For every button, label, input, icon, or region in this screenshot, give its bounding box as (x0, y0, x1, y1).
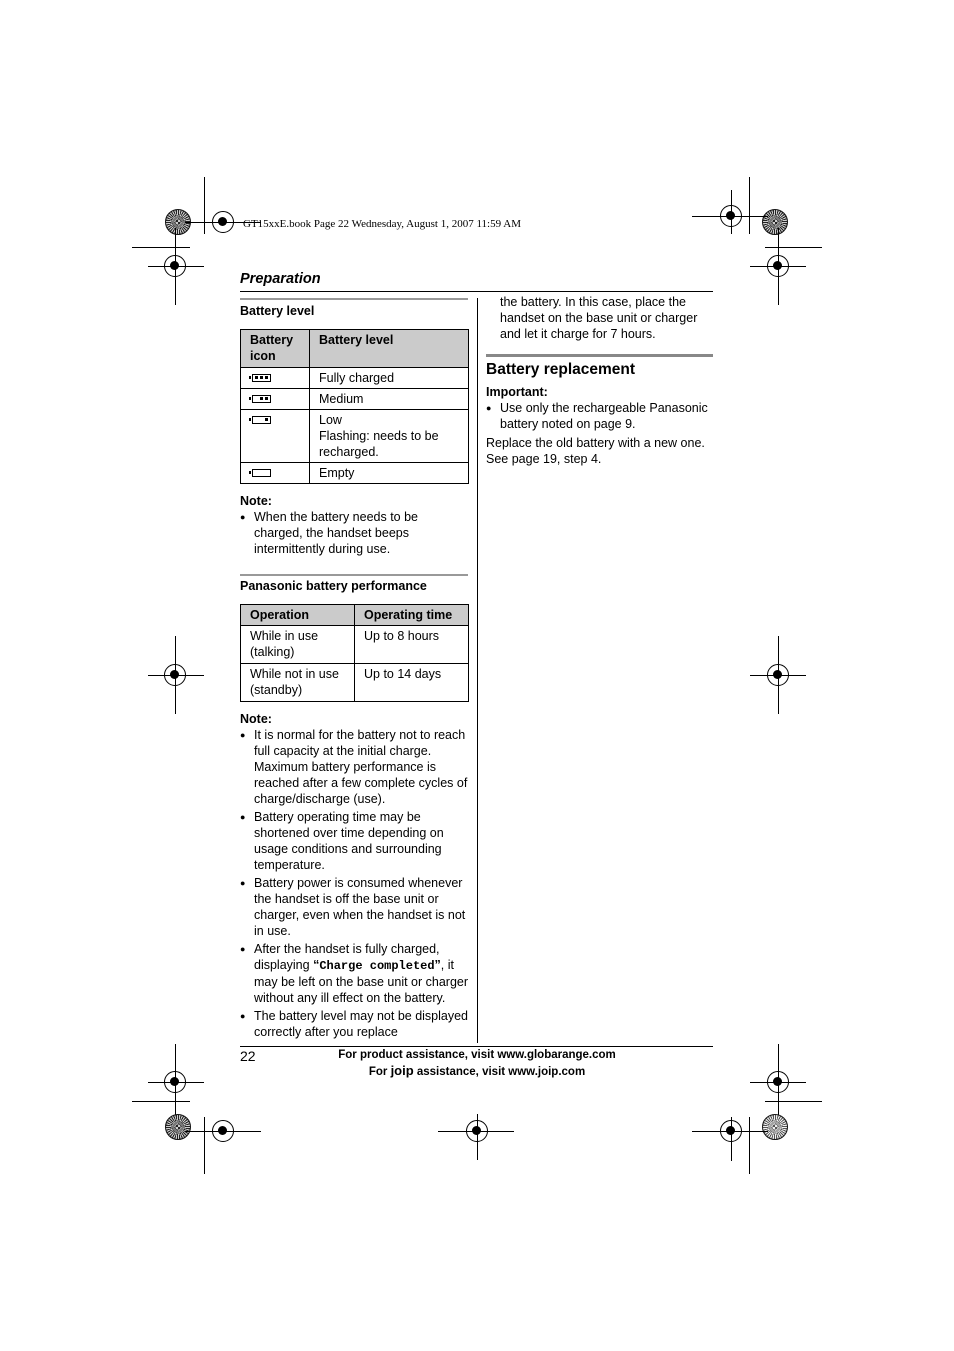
battery-level-detail: Flashing: needs to be (319, 429, 439, 443)
list-item: ● Use only the rechargeable Panasonic battery noted on page 9. (486, 400, 713, 432)
operating-time-cell: Up to 14 days (355, 664, 469, 702)
replace-instructions: Replace the old battery with a new one. See page 19, step 4. (486, 436, 705, 466)
registration-target-icon (164, 664, 186, 686)
list-item (240, 941, 468, 1006)
battery-icon-cell (241, 389, 310, 410)
header-rule (240, 291, 713, 292)
registration-target-icon (720, 1120, 742, 1142)
replacement-heading-rule (486, 354, 713, 357)
battery-low-icon (252, 416, 271, 424)
table-row (241, 626, 469, 664)
list-item-text: After the handset is fully charged, displaying (254, 942, 440, 972)
registration-target-icon (212, 211, 234, 233)
note-list (240, 727, 468, 1040)
battery-medium-icon (252, 395, 271, 403)
section-title: Preparation (240, 271, 321, 287)
list-item-text: , it may be left on the base unit or charger without any ill effect on the battery. (254, 958, 469, 1005)
battery-level-cell: Fully charged (310, 368, 469, 389)
performance-heading: Panasonic battery performance (240, 579, 427, 593)
table-row (241, 410, 469, 463)
registration-target-icon (164, 1071, 186, 1093)
registration-sun-icon (165, 1114, 191, 1140)
joip-logo: joip (390, 1063, 414, 1078)
column-header: Battery icon (241, 330, 310, 368)
left-column (240, 298, 468, 1042)
book-info-line: GT15xxE.book Page 22 Wednesday, August 1, 2007 11:59 AM (243, 218, 521, 230)
list-item: ● Battery power is consumed whenever the handset is off the base unit or charger, even when the handset is not in use. (240, 875, 468, 939)
crop-mark (765, 1101, 822, 1102)
crop-mark (204, 1117, 205, 1174)
footer-line: For product assistance, visit www.globarange.com (338, 1049, 616, 1061)
crop-mark (132, 1101, 190, 1102)
footer-line (300, 1063, 654, 1078)
crop-mark (749, 177, 750, 234)
operation-cell: While in use (talking) (241, 626, 355, 664)
note-list (240, 509, 468, 557)
footer-rule (240, 1046, 713, 1047)
important-label: Important: (486, 385, 548, 399)
note-label: Note: (240, 712, 272, 726)
column-header: Battery level (310, 330, 469, 368)
crop-mark (749, 1117, 750, 1174)
continued-text: the battery. In this case, place the handset on the base unit or charger and let it charge for 7 hours. (500, 295, 698, 341)
list-item: ● Battery operating time may be shortened over time depending on usage conditions and surrounding temperature. (240, 809, 468, 873)
battery-level-heading-rule (240, 298, 468, 300)
battery-icon-cell (241, 463, 310, 484)
footer-text (300, 1049, 654, 1078)
right-column (486, 294, 713, 467)
registration-target-icon (767, 255, 789, 277)
page-number: 22 (240, 1048, 256, 1064)
operating-time-cell: Up to 8 hours (355, 626, 469, 664)
list-item: ● When the battery needs to be charged, the handset beeps intermittently during use. (240, 509, 468, 557)
crop-mark (132, 247, 190, 248)
battery-level-heading: Battery level (240, 304, 315, 318)
registration-sun-icon (762, 1114, 788, 1140)
table-row (241, 368, 469, 389)
table-row (241, 463, 469, 484)
footer-text-part: assistance, visit www.joip.com (413, 1066, 586, 1078)
performance-table (240, 604, 469, 702)
table-row (241, 389, 469, 410)
column-header: Operating time (355, 605, 469, 626)
table-row (241, 664, 469, 702)
list-item: ● The battery level may not be displayed correctly after you replace (240, 1008, 468, 1040)
footer-text-part: For (368, 1066, 391, 1078)
battery-level-cell: Empty (310, 463, 469, 484)
performance-heading-rule (240, 574, 468, 576)
registration-target-icon (767, 664, 789, 686)
battery-level-cell (310, 410, 469, 463)
battery-full-icon (252, 374, 271, 382)
display-message: Charge completed (319, 959, 435, 973)
registration-target-icon (212, 1120, 234, 1142)
registration-target-icon (720, 205, 742, 227)
battery-empty-icon (252, 469, 271, 477)
battery-icon-cell (241, 368, 310, 389)
battery-level-detail: recharged. (319, 445, 379, 459)
column-divider (477, 298, 478, 1043)
crop-mark (204, 177, 205, 234)
battery-level-cell: Medium (310, 389, 469, 410)
quote-mark: ” (434, 958, 441, 972)
registration-target-icon (466, 1120, 488, 1142)
list-item: ● It is normal for the battery not to reach full capacity at the initial charge. Maximum battery performance is reached after a few complete cycles of charge/discharge (use). (240, 727, 468, 807)
battery-level-table (240, 329, 469, 484)
operation-cell: While not in use (standby) (241, 664, 355, 702)
crop-mark (765, 247, 822, 248)
note-label: Note: (240, 494, 272, 508)
column-header: Operation (241, 605, 355, 626)
registration-target-icon (767, 1071, 789, 1093)
table-header-row (241, 330, 469, 368)
battery-level-label: Low (319, 413, 342, 427)
replacement-heading: Battery replacement (486, 361, 636, 378)
battery-icon-cell (241, 410, 310, 463)
important-list (486, 400, 713, 432)
quote-mark: “ (313, 958, 320, 972)
registration-target-icon (164, 255, 186, 277)
registration-sun-icon (762, 209, 788, 235)
table-header-row (241, 605, 469, 626)
